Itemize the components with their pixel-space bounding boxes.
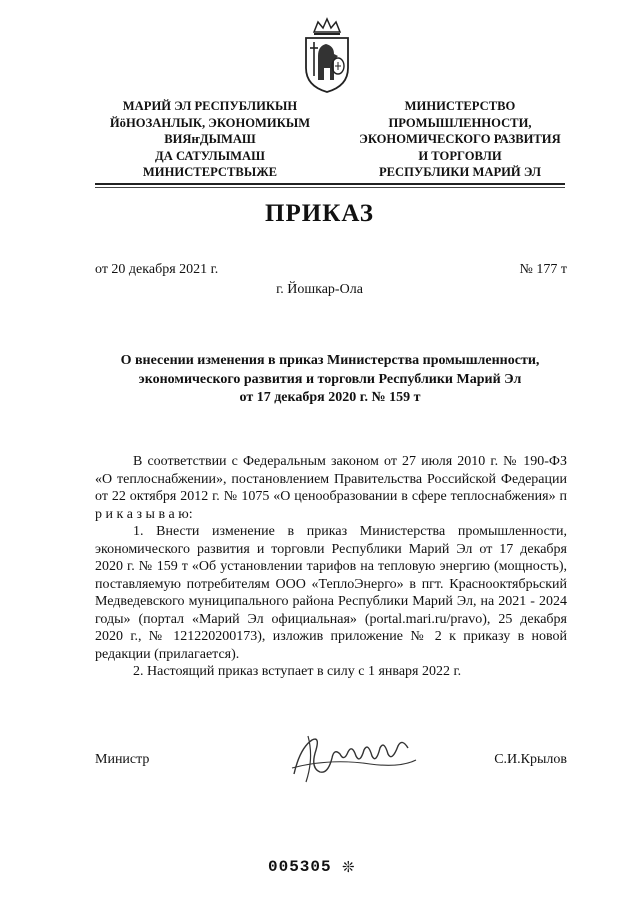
ministry-name-mari-line: ВИЯҥДЫМАШ bbox=[164, 132, 256, 146]
ministry-name-russian-line: ЭКОНОМИЧЕСКОГО РАЗВИТИЯ bbox=[359, 132, 561, 146]
signature-role: Министр bbox=[95, 752, 150, 767]
ministry-name-mari-line: МАРИЙ ЭЛ РЕСПУБЛИКЫН bbox=[122, 99, 298, 113]
ministry-name-mari-line: ЙӧНОЗАНЛЫК, ЭКОНОМИКЫМ bbox=[109, 115, 311, 130]
ministry-name-russian-line: И ТОРГОВЛИ bbox=[418, 148, 502, 163]
ministry-name-russian bbox=[345, 98, 575, 181]
header-divider-thin bbox=[95, 187, 565, 188]
serial-mark-icon: ❊ bbox=[342, 860, 355, 876]
ministry-name-russian-line: РЕСПУБЛИКИ МАРИЙ ЭЛ bbox=[378, 165, 542, 179]
document-number: № 177 т bbox=[519, 262, 567, 277]
serial-number: 005305 bbox=[268, 858, 332, 876]
ministry-name-mari-line: ДА САТУЛЫМАШ bbox=[155, 148, 265, 163]
document-subject-line: О внесении изменения в приказ Министерства промышленности, bbox=[120, 353, 540, 368]
document-date: от 20 декабря 2021 г. bbox=[95, 262, 219, 277]
signer-name: С.И.Крылов bbox=[494, 752, 567, 767]
header-divider-thick bbox=[95, 183, 565, 185]
document-subject-line: от 17 декабря 2020 г. № 159 т bbox=[239, 390, 421, 405]
body-paragraph: 2. Настоящий приказ вступает в силу с 1 января 2022 г. bbox=[133, 664, 462, 679]
document-body bbox=[95, 453, 567, 681]
coat-of-arms-emblem bbox=[300, 16, 354, 94]
body-paragraph: В соответствии с Федеральным законом от 27 июля 2010 г. № 190-ФЗ «О теплоснабжении», постановлением Правительства Российской Федерации от 22 октября 2012 г. № 1075 «О ценообразовании в сфере теплоснабжения» п р и к а з ы в а ю: bbox=[95, 454, 567, 522]
body-paragraph: 1. Внести изменение в приказ Министерства промышленности, экономического развития и торговли Республики Марий Эл от 17 декабря 2020 г. № 159 т «Об установлении тарифов на тепловую энергию (мощность), поставляемую потребителям ООО «ТеплоЭнерго» в пгт. Краснооктябрьский Медведевского муниципального района Республики Марий Эл, на 2021 - 2024 годы» (портал «Марий Эл официальная» (portal.mari.ru/pravo), 25 декабря 2020 г., № 121220200173), изложив приложение № 2 к приказу в новой редакции (прилагается). bbox=[95, 524, 567, 662]
ministry-name-mari-line: МИНИСТЕРСТВЫЖЕ bbox=[142, 165, 278, 179]
ministry-name-russian-line: ПРОМЫШЛЕННОСТИ, bbox=[388, 115, 532, 130]
document-subject-line: экономического развития и торговли Республики Марий Эл bbox=[138, 371, 522, 387]
ministry-name-mari bbox=[95, 98, 325, 181]
handwritten-signature bbox=[290, 728, 420, 786]
document-subject bbox=[90, 352, 570, 408]
document-city: г. Йошкар-Ола bbox=[276, 282, 363, 297]
ministry-name-russian-line: МИНИСТЕРСТВО bbox=[404, 99, 516, 113]
document-title: ПРИКАЗ bbox=[265, 200, 374, 227]
